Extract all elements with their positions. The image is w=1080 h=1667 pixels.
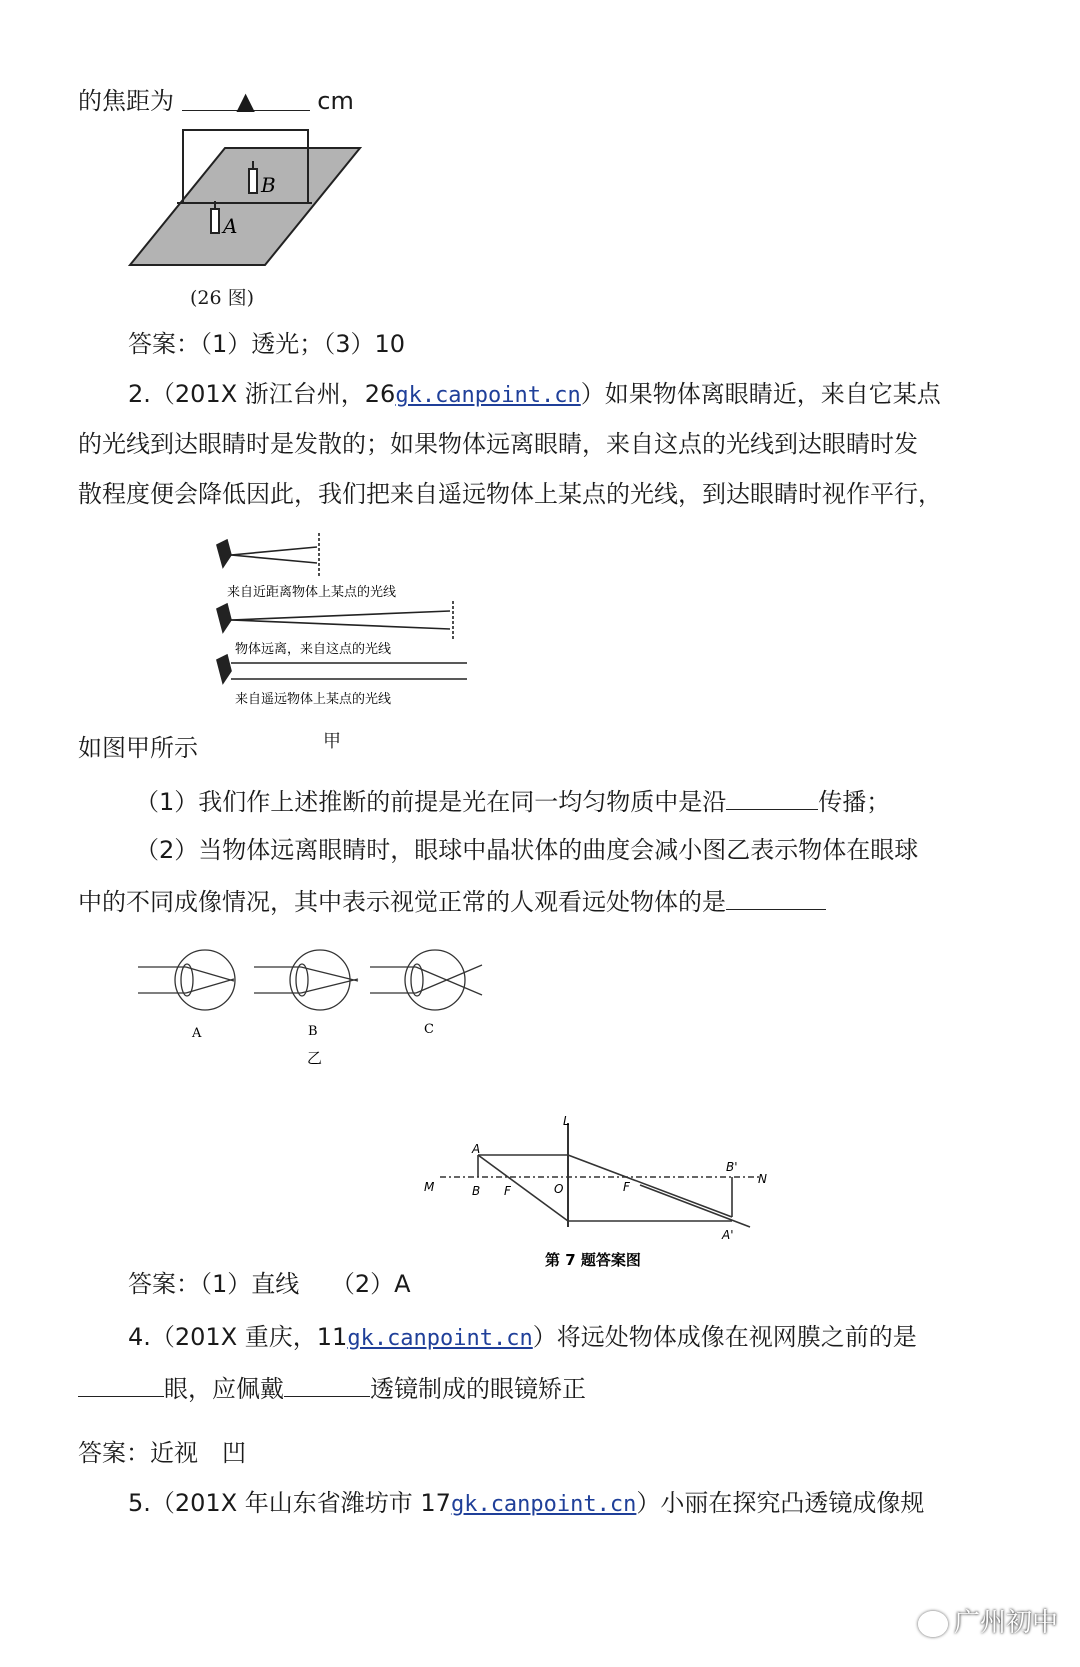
fig7-label-o: O: [554, 1182, 564, 1196]
q2-number: 2.（201X 浙江台州，26: [128, 380, 396, 408]
q4-number: 4.（201X 重庆，11: [128, 1323, 348, 1351]
fig7-caption: 第 7 题答案图: [545, 1251, 641, 1269]
fig7-label-b-prime: B': [726, 1160, 738, 1174]
q5-number: 5.（201X 年山东省潍坊市 17: [128, 1489, 451, 1517]
q2-sub2-line2: 中的不同成像情况，其中表示视觉正常的人观看远处物体的是: [78, 883, 826, 919]
q1-answer: 答案：（1）透光；（3）10: [128, 330, 406, 358]
fig7-label-n: N: [758, 1172, 767, 1186]
q1-line: [78, 84, 354, 118]
wechat-icon: [918, 1611, 948, 1637]
q2-sub2-blank[interactable]: [726, 883, 826, 910]
q1-figure-label-a: A: [223, 214, 238, 238]
figure-yi-label-c: C: [424, 1022, 434, 1037]
q1-answer-blank[interactable]: ▲: [182, 84, 310, 111]
q2-line4: 如图甲所示: [78, 734, 198, 762]
q2-sub1-end: 传播；: [818, 788, 891, 816]
fig7-label-b: B: [472, 1184, 481, 1198]
q2-sub1-start: （1）我们作上述推断的前提是光在同一均匀物质中是沿: [135, 788, 727, 816]
q2-answer: 答案：（1）直线 （2）A: [128, 1270, 411, 1298]
q2-line1: [128, 377, 941, 413]
fig7-label-m: M: [424, 1180, 435, 1194]
figure-7-lens-diagram: [420, 1115, 770, 1275]
q4-blank2[interactable]: [284, 1370, 370, 1397]
q5-link[interactable]: gk.canpoint.cn: [450, 1492, 637, 1517]
q2-line1-rest: ）如果物体离眼睛近，来自它某点: [580, 380, 941, 408]
q1-unit: cm: [317, 87, 354, 115]
fig7-label-f1: F: [504, 1184, 511, 1198]
figure-jia-label2: 物体远离，来自这点的光线: [235, 642, 392, 657]
figure-jia-label3: 来自遥远物体上某点的光线: [235, 692, 392, 707]
figure-yi-label-b: B: [308, 1024, 318, 1039]
watermark-text: 广州初中: [953, 1608, 1058, 1638]
q2-line3: 散程度便会降低因此，我们把来自遥远物体上某点的光线，到达眼睛时视作平行，: [78, 480, 942, 508]
q1-figure-parallelogram: [125, 125, 365, 275]
q4-link[interactable]: gk.canpoint.cn: [347, 1326, 533, 1351]
q4-answer: 答案：近视 凹: [78, 1439, 246, 1467]
q5-line1: [128, 1486, 924, 1522]
figure-jia-caption: 甲: [323, 731, 341, 752]
q1-figure-label-b: B: [261, 173, 276, 197]
q2-link[interactable]: gk.canpoint.cn: [395, 383, 581, 408]
q2-sub1-blank[interactable]: [726, 783, 818, 810]
q2-line2: 的光线到达眼睛时是发散的；如果物体远离眼睛，来自这点的光线到达眼睛时发: [78, 430, 918, 458]
q2-sub1: [135, 783, 890, 819]
q5-line1-rest: ）小丽在探究凸透镜成像规: [636, 1489, 925, 1517]
q4-blank1[interactable]: [78, 1370, 164, 1397]
q1-figure-caption: (26 图): [190, 287, 255, 309]
q4-line2: 眼，应佩戴 透镜制成的眼镜矫正: [78, 1370, 586, 1406]
fig7-label-a-prime: A': [722, 1228, 734, 1242]
figure-yi-label-a: A: [192, 1026, 202, 1041]
fig7-label-l: L: [563, 1114, 570, 1128]
watermark: [918, 1602, 1058, 1639]
figure-yi-caption: 乙: [307, 1049, 323, 1067]
q4-line1: [128, 1320, 917, 1356]
q4-line1-rest: ）将远处物体成像在视网膜之前的是: [532, 1323, 917, 1351]
figure-yi-eyes: [130, 945, 500, 1070]
figure-jia-light-rays: [205, 525, 480, 715]
fig7-label-a: A: [472, 1142, 481, 1156]
q1-line-start: 的焦距为: [78, 87, 174, 115]
q2-sub2-line1: （2）当物体远离眼睛时，眼球中晶状体的曲度会减小图乙表示物体在眼球: [135, 836, 919, 864]
figure-jia-label1: 来自近距离物体上某点的光线: [227, 585, 397, 600]
fig7-label-f2: F: [623, 1180, 630, 1194]
